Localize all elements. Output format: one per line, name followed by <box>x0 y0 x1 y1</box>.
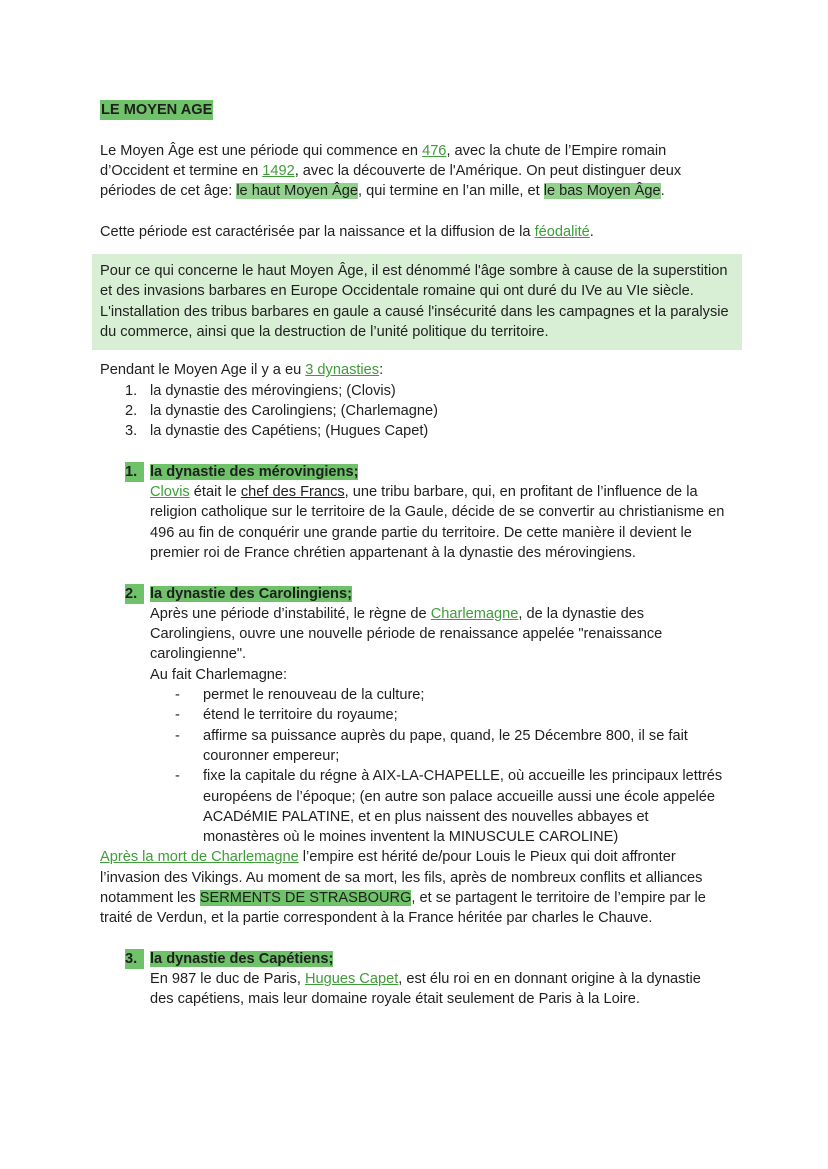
feodal-text-1: Cette période est caractérisée par la naissance et la diffusion de la <box>100 223 535 240</box>
list-item: 2. la dynastie des Carolingiens; (Charlemagne) <box>125 402 438 419</box>
list-item: - affirme sa puissance auprès du pape, quand, le 25 Décembre 800, il se fait couronner empereur; <box>175 727 688 764</box>
clovis-link[interactable]: Clovis <box>150 484 190 501</box>
carolingiens-heading: 2. la dynastie des Carolingiens; <box>100 584 728 604</box>
year-1492-link[interactable]: 1492 <box>262 162 295 179</box>
haut-moyen-age-highlight: le haut Moyen Âge <box>236 183 359 200</box>
dynasties-text-2: : <box>379 362 384 379</box>
hugues-capet-link[interactable]: Hugues Capet <box>304 971 399 988</box>
document-page <box>100 100 728 1010</box>
serments-highlight: SERMENTS DE STRASBOURG <box>199 889 412 906</box>
feodalite-link[interactable]: féodalité <box>534 223 590 240</box>
charlemagne-link[interactable]: Charlemagne <box>430 605 519 622</box>
feodalite-paragraph <box>100 222 728 242</box>
page-title: LE MOYEN AGE <box>101 102 213 118</box>
haut-moyen-age-box <box>92 254 742 350</box>
capetiens-heading: 3. la dynastie des Capétiens; <box>100 949 728 969</box>
intro-text-5: . <box>660 183 665 200</box>
three-dynasties-link[interactable]: 3 dynasties <box>305 362 380 379</box>
carolingiens-paragraph: Après une période d’instabilité, le règne de Charlemagne, de la dynastie des Carolingiens, ouvre une nouvelle période de renaissance appelée "renaissance carolingienne". <box>150 605 663 663</box>
intro-text-3: , avec la découverte de l'Amérique. On peut distinguer deux périodes de cet âge: <box>100 162 682 200</box>
list-item: - permet le renouveau de la culture; <box>175 687 425 704</box>
chef-des-francs: chef des Francs <box>240 484 345 501</box>
list-item: - étend le territoire du royaume; <box>175 707 398 724</box>
apres-charlemagne-paragraph: Après la mort de Charlemagne l’empire est hérité de/pour Louis le Pieux qui doit affronter l’invasion des Vikings. Au moment de sa mort, les fils, après de nombreux conflits et alliances notamment les SERMENTS DE STRASBOURG, et se partagent le territoire de l’empire par le traité de Verdun, et la partie correspondent à la France héritée par charles le Chauve. <box>100 849 706 927</box>
box-paragraph-1: Pour ce qui concerne le haut Moyen Âge, il est dénommé l'âge sombre à cause de la superstition et des invasions barbares en Europe Occidentale romaine qui ont duré du IVe au VIe siècle. <box>100 263 728 300</box>
box-paragraph-2: L'installation des tribus barbares en gaule a causé l'insécurité dans les campagnes et la paralysie du commerce, ainsi que la destruction de l’unité politique du territoire. <box>100 303 729 340</box>
apres-mort-charlemagne-link[interactable]: Après la mort de Charlemagne <box>100 849 299 866</box>
dynasties-text-1: Pendant le Moyen Age il y a eu <box>100 362 306 379</box>
feodal-text-2: . <box>589 223 594 240</box>
intro-text-2: , avec la chute de l’Empire romain d’Occident et termine en <box>100 142 667 179</box>
au-fait-line: Au fait Charlemagne: <box>150 666 288 683</box>
dynasties-list <box>100 381 728 442</box>
intro-text-4: , qui termine en l’an mille, et <box>358 183 544 200</box>
intro-paragraph <box>100 141 728 202</box>
charlemagne-actions-list <box>100 685 728 847</box>
list-item: 3. la dynastie des Capétiens; (Hugues Capet) <box>125 423 429 440</box>
page-title-line <box>100 100 728 120</box>
merovingiens-heading: 1. la dynastie des mérovingiens; <box>100 462 728 482</box>
merovingiens-paragraph: Clovis était le chef des Francs, une tribu barbare, qui, en profitant de l’influence de la religion catholique sur le territoire de la Gaule, décide de se convertir au christianisme en 496 au fin de conquérir une grande partie du territoire. De cette manière il devient le premier roi de France chrétien appartenant à la dynastie des mérovingiens. <box>150 484 725 561</box>
intro-text-1: Le Moyen Âge est une période qui commence en <box>100 142 423 159</box>
year-476-link[interactable]: 476 <box>422 142 447 159</box>
bas-moyen-age-highlight: le bas Moyen Âge <box>543 183 661 200</box>
capetiens-paragraph: En 987 le duc de Paris, Hugues Capet, est élu roi en en donnant origine à la dynastie des capétiens, mais leur domaine royale était seulement de Paris à la Loire. <box>150 971 701 1008</box>
dynasties-intro <box>100 360 728 380</box>
list-item: - fixe la capitale du régne à AIX-LA-CHAPELLE, où accueille les principaux lettrés européens de l’époque; (en autre son palace accueille aussi une école appelée ACADéMIE PALATINE, et en plus naissent des nouvelles abbayes et monastères où le moines inventent la MINUSCULE CAROLINE) <box>175 768 723 846</box>
list-item: 1. la dynastie des mérovingiens; (Clovis) <box>125 382 396 399</box>
